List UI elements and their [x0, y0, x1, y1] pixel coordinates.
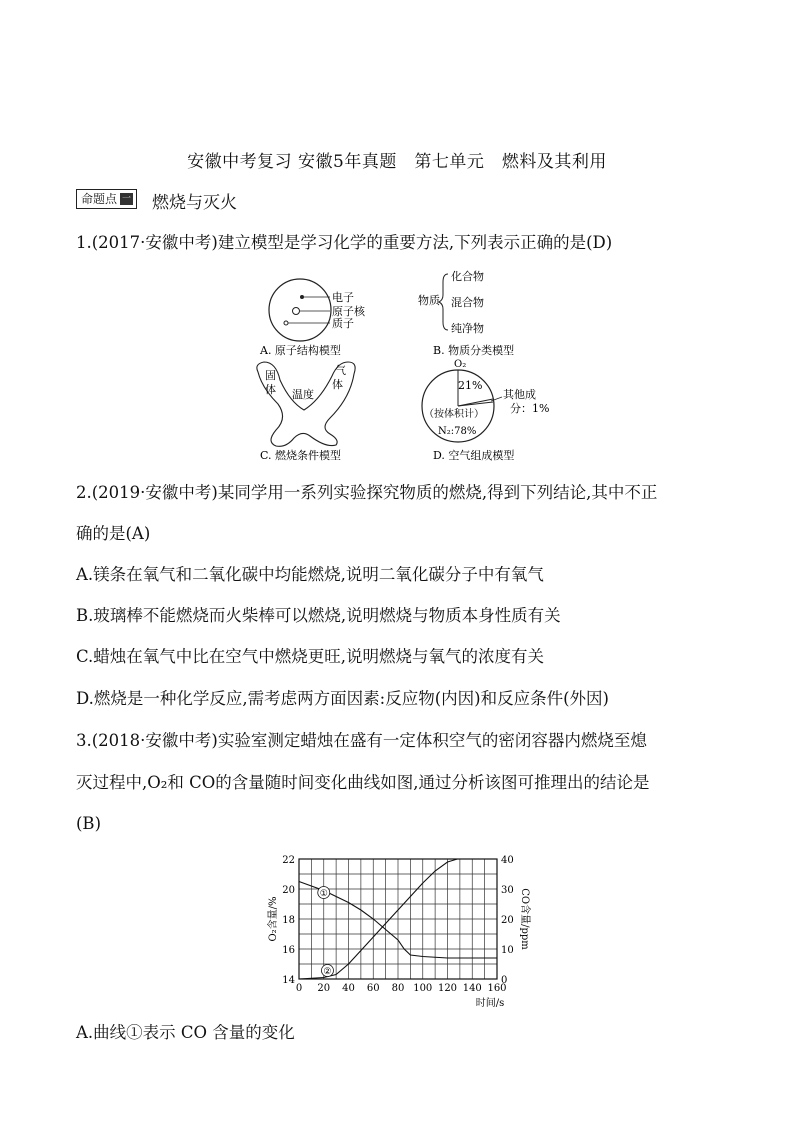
matter-label: 物质: [418, 294, 440, 307]
page-title: 安徽中考复习 安徽5年真题 第七单元 燃料及其利用: [187, 152, 607, 172]
caption-b: B. 物质分类模型: [433, 344, 515, 357]
temperature-label: 温度: [292, 388, 314, 401]
class-item-mixture: 混合物: [451, 296, 484, 309]
question-3-stem-line-2: 灭过程中,O₂和 CO的含量随时间变化曲线如图,通过分析该图可推理出的结论是: [76, 773, 650, 792]
gas-label-1: 气: [335, 364, 346, 377]
y-right-tick-label: 20: [501, 915, 514, 926]
caption-a: A. 原子结构模型: [260, 344, 341, 357]
other-label-1: 其他成: [503, 388, 536, 401]
caption-d: D. 空气组成模型: [433, 449, 515, 462]
y-right-tick-label: 10: [501, 945, 514, 956]
y-left-tick-label: 18: [282, 915, 295, 926]
q2-option-c: C.蜡烛在氧气中比在空气中燃烧更旺,说明燃烧与氧气的浓度有关: [76, 647, 545, 666]
series-2-label-text: ②: [323, 967, 332, 977]
proton-dot: [284, 321, 288, 325]
solid-label-1: 固: [265, 369, 276, 382]
matter-classification-model: [418, 269, 514, 357]
question-2-stem-line-1: 2.(2019·安徽中考)某同学用一系列实验探究物质的燃烧,得到下列结论,其中不正: [76, 483, 658, 502]
question-3-stem-line-1: 3.(2018·安徽中考)实验室测定蜡烛在盛有一定体积空气的密闭容器内燃烧至熄: [76, 731, 647, 750]
o2-co-time-chart: [262, 842, 532, 1010]
solid-label-2: 体: [265, 383, 276, 396]
badge-label: 命题点: [81, 192, 118, 206]
x-tick-label: 100: [413, 983, 433, 994]
y-axis-right-label: CO含量/ppm: [519, 888, 530, 950]
y-left-tick-label: 16: [282, 945, 295, 956]
question-3-stem-line-3: (B): [76, 814, 101, 833]
air-composition-model: [422, 359, 549, 462]
q2-option-a: A.镁条在氧气和二氧化碳中均能燃烧,说明二氧化碳分子中有氧气: [76, 565, 544, 584]
electron-dot: [300, 295, 304, 299]
x-tick-label: 20: [317, 983, 331, 994]
atom-structure-model: [259, 279, 366, 357]
y-axis-left-label: O₂含量/%: [268, 896, 279, 942]
chart-grid: [299, 859, 497, 979]
caption-c: C. 燃烧条件模型: [260, 449, 342, 462]
n2-label: N₂:78%: [438, 426, 477, 437]
class-item-compound: 化合物: [451, 270, 484, 283]
class-item-pure: 纯净物: [451, 322, 484, 335]
badge-number-mark: 一: [122, 194, 132, 204]
x-tick-label: 80: [391, 983, 405, 994]
gas-label-2: 体: [332, 378, 343, 391]
x-tick-label: 140: [462, 983, 482, 994]
y-left-tick-label: 20: [282, 885, 295, 896]
o2-label: O₂: [454, 359, 467, 370]
x-tick-label: 120: [437, 983, 458, 994]
section-badge: [76, 189, 137, 209]
electron-label: 电子: [332, 291, 354, 304]
series-2-label: [321, 965, 333, 978]
proton-label: 质子: [332, 317, 354, 330]
x-tick-label: 60: [366, 983, 380, 994]
volume-note: （按体积计）: [424, 409, 484, 420]
series-1-label-text: ①: [319, 889, 328, 899]
x-tick-label: 160: [487, 983, 507, 994]
combustion-condition-model: [257, 362, 355, 462]
x-axis-label: 时间/s: [475, 998, 505, 1009]
x-tick-label: 40: [342, 983, 355, 994]
series-1-label: [318, 887, 330, 900]
atom-outline: [269, 279, 331, 341]
y-right-tick-label: 0: [501, 975, 508, 986]
nucleus-circle: [293, 308, 300, 315]
q3-option-a: A.曲线①表示 CO 含量的变化: [76, 1023, 295, 1042]
x-tick-label: 0: [295, 983, 303, 994]
nucleus-label: 原子核: [332, 305, 365, 318]
other-label-2: 分：1%: [510, 402, 550, 415]
q1-models-figure: [250, 262, 550, 467]
section-title: 燃烧与灭火: [152, 193, 237, 213]
question-2-stem-line-2: 确的是(A): [76, 524, 151, 543]
q2-option-d: D.燃烧是一种化学反应,需考虑两方面因素:反应物(内因)和反应条件(外因): [76, 689, 609, 708]
o2-percent: 21%: [458, 379, 483, 392]
q2-option-b: B.玻璃棒不能燃烧而火柴棒可以燃烧,说明燃烧与物质本身性质有关: [76, 606, 561, 625]
question-1-stem: 1.(2017·安徽中考)建立模型是学习化学的重要方法,下列表示正确的是(D): [76, 233, 613, 252]
y-left-tick-label: 22: [282, 855, 295, 866]
y-right-tick-label: 40: [501, 855, 514, 866]
y-right-tick-label: 30: [501, 885, 514, 896]
y-left-tick-label: 14: [282, 975, 295, 986]
brace: [439, 274, 448, 330]
